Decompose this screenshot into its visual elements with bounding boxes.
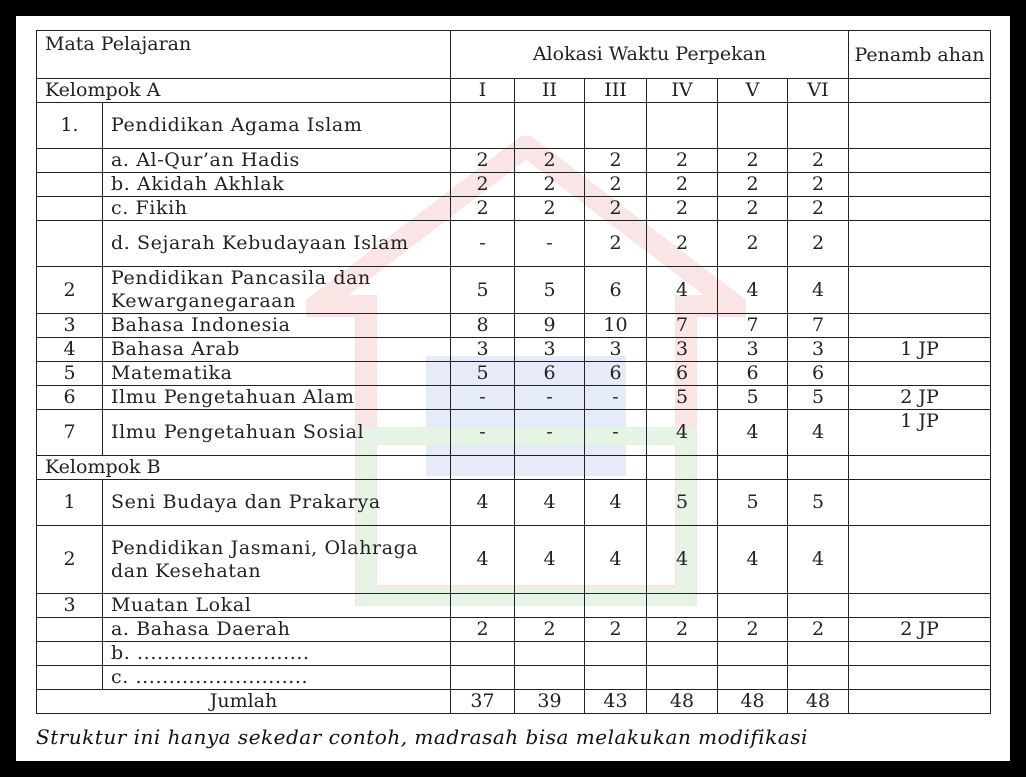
hours-cell: 2 — [451, 618, 515, 642]
row-number: 2 — [37, 526, 103, 594]
hours-cell: 2 — [718, 197, 788, 221]
hours-cell: - — [585, 410, 647, 456]
extra-cell — [849, 173, 991, 197]
subject-name: Matematika — [103, 362, 451, 386]
hours-cell: 4 — [788, 267, 849, 314]
hours-cell: 6 — [515, 362, 585, 386]
table-row — [37, 338, 991, 362]
hours-cell: 6 — [647, 362, 718, 386]
hours-cell — [788, 666, 849, 690]
hours-cell: - — [515, 221, 585, 267]
empty-cell — [718, 456, 788, 480]
hours-cell: 5 — [451, 362, 515, 386]
hours-cell — [515, 642, 585, 666]
group_a-title: Kelompok A — [37, 79, 451, 103]
hours-cell: 4 — [718, 267, 788, 314]
hours-cell — [647, 642, 718, 666]
extra-cell — [849, 197, 991, 221]
extra-cell — [849, 480, 991, 526]
hours-cell — [515, 103, 585, 149]
hours-cell: - — [515, 386, 585, 410]
extra-cell — [849, 666, 991, 690]
hours-cell: 2 — [718, 618, 788, 642]
hours-cell — [585, 103, 647, 149]
hours-cell: 2 — [788, 149, 849, 173]
hours-cell: - — [451, 410, 515, 456]
table-row — [37, 173, 991, 197]
hours-cell — [451, 103, 515, 149]
allocation-header: Alokasi Waktu Perpekan — [451, 31, 849, 79]
hours-cell: 5 — [718, 386, 788, 410]
hours-cell: 4 — [515, 480, 585, 526]
hours-cell: 2 — [451, 149, 515, 173]
hours-cell: 6 — [585, 362, 647, 386]
hours-cell: 5 — [647, 480, 718, 526]
subject-name: Muatan Lokal — [103, 594, 451, 618]
hours-cell — [647, 666, 718, 690]
table-row — [37, 666, 991, 690]
hours-cell: - — [451, 386, 515, 410]
hours-cell — [788, 594, 849, 618]
grade-header: VI — [788, 79, 849, 103]
hours-cell: 8 — [451, 314, 515, 338]
row-number: 1. — [37, 103, 103, 149]
hours-cell: 2 — [515, 197, 585, 221]
empty-cell — [647, 456, 718, 480]
row-number: 3 — [37, 314, 103, 338]
hours-cell: - — [585, 386, 647, 410]
grade-header: V — [718, 79, 788, 103]
hours-cell: 5 — [718, 480, 788, 526]
subject-header: Mata Pelajaran — [37, 31, 451, 79]
group_a-title-row — [37, 79, 991, 103]
table-row — [37, 221, 991, 267]
hours-cell: 4 — [451, 526, 515, 594]
row-number — [37, 642, 103, 666]
row-number — [37, 197, 103, 221]
subject-name: a. Bahasa Daerah — [103, 618, 451, 642]
table-row — [37, 314, 991, 338]
subject-name: a. Al-Qur’an Hadis — [103, 149, 451, 173]
empty-cell — [788, 456, 849, 480]
row-number: 4 — [37, 338, 103, 362]
row-number — [37, 173, 103, 197]
hours-cell — [585, 594, 647, 618]
subject-name: d. Sejarah Kebudayaan Islam — [103, 221, 451, 267]
table-row — [37, 410, 991, 456]
hours-cell: 4 — [647, 410, 718, 456]
hours-cell: 2 — [515, 173, 585, 197]
subject-name: Bahasa Indonesia — [103, 314, 451, 338]
hours-cell: 2 — [515, 618, 585, 642]
row-number: 6 — [37, 386, 103, 410]
subject-name: Pendidikan Agama Islam — [103, 103, 451, 149]
hours-cell — [451, 594, 515, 618]
hours-cell — [585, 666, 647, 690]
hours-cell: 5 — [788, 386, 849, 410]
hours-cell: 2 — [647, 618, 718, 642]
hours-cell: - — [515, 410, 585, 456]
grade-header: III — [585, 79, 647, 103]
group_b-title-row — [37, 456, 991, 480]
hours-cell — [788, 642, 849, 666]
extra-cell — [849, 362, 991, 386]
hours-cell: 4 — [585, 480, 647, 526]
hours-cell — [718, 642, 788, 666]
hours-cell: 2 — [788, 197, 849, 221]
cropped-header-strip — [16, 16, 1010, 26]
hours-cell: 2 — [718, 173, 788, 197]
empty-cell — [849, 456, 991, 480]
extra-cell — [849, 526, 991, 594]
extra-cell — [849, 314, 991, 338]
subject-name: b. Akidah Akhlak — [103, 173, 451, 197]
hours-cell: 4 — [718, 526, 788, 594]
extra-cell — [849, 103, 991, 149]
hours-cell: 6 — [585, 267, 647, 314]
subject-name: c. Fikih — [103, 197, 451, 221]
hours-cell: 4 — [647, 526, 718, 594]
header-row — [37, 31, 991, 79]
subject-name: Pendidikan Jasmani, Olahraga dan Kesehatan — [103, 526, 451, 594]
extra-cell: 2 JP — [849, 386, 991, 410]
hours-cell: 2 — [788, 173, 849, 197]
subject-name: c. .......................... — [103, 666, 451, 690]
subject-name: Pendidikan Pancasila dan Kewarganegaraan — [103, 267, 451, 314]
table-row — [37, 618, 991, 642]
table-row — [37, 642, 991, 666]
hours-cell — [718, 103, 788, 149]
hours-cell — [647, 103, 718, 149]
total-row — [37, 690, 991, 714]
table-body — [37, 31, 991, 714]
hours-cell: 2 — [647, 221, 718, 267]
hours-cell: 3 — [451, 338, 515, 362]
hours-cell: 4 — [585, 526, 647, 594]
hours-cell: 2 — [585, 221, 647, 267]
hours-cell: 2 — [647, 149, 718, 173]
hours-cell: 2 — [718, 221, 788, 267]
empty-cell — [515, 456, 585, 480]
hours-cell: 2 — [585, 197, 647, 221]
hours-cell: 2 — [788, 618, 849, 642]
extra-cell — [849, 594, 991, 618]
group_b-title: Kelompok B — [37, 456, 451, 480]
table-row — [37, 480, 991, 526]
hours-cell: 2 — [451, 173, 515, 197]
footnote: Struktur ini hanya sekedar contoh, madrasah bisa melakukan modifikasi — [36, 725, 808, 749]
hours-cell: 5 — [515, 267, 585, 314]
extra-cell — [849, 221, 991, 267]
hours-cell: 2 — [451, 197, 515, 221]
extra-header: Penamb ahan — [849, 31, 991, 79]
hours-cell — [515, 594, 585, 618]
table-row — [37, 362, 991, 386]
total-value: 48 — [718, 690, 788, 714]
total-value: 48 — [788, 690, 849, 714]
hours-cell: 2 — [647, 197, 718, 221]
hours-cell: 5 — [451, 267, 515, 314]
hours-cell: 2 — [718, 149, 788, 173]
table-row — [37, 103, 991, 149]
extra-cell: 2 JP — [849, 618, 991, 642]
hours-cell: 4 — [451, 480, 515, 526]
hours-cell: 3 — [585, 338, 647, 362]
hours-cell: 6 — [788, 362, 849, 386]
document-frame — [14, 14, 1012, 763]
hours-cell: 7 — [718, 314, 788, 338]
empty-cell — [849, 690, 991, 714]
row-number — [37, 149, 103, 173]
hours-cell: 2 — [515, 149, 585, 173]
row-number — [37, 666, 103, 690]
subject-name: Ilmu Pengetahuan Alam — [103, 386, 451, 410]
hours-cell: 4 — [788, 410, 849, 456]
empty-cell — [849, 79, 991, 103]
extra-cell — [849, 149, 991, 173]
hours-cell: 2 — [647, 173, 718, 197]
hours-cell: 4 — [647, 267, 718, 314]
subject-name: Seni Budaya dan Prakarya — [103, 480, 451, 526]
table-row — [37, 267, 991, 314]
hours-cell: 3 — [788, 338, 849, 362]
total-value: 43 — [585, 690, 647, 714]
extra-cell: 1 JP — [849, 410, 991, 456]
hours-cell — [718, 666, 788, 690]
hours-cell: 4 — [788, 526, 849, 594]
hours-cell — [451, 642, 515, 666]
curriculum-table — [36, 30, 991, 714]
table-row — [37, 386, 991, 410]
grade-header: IV — [647, 79, 718, 103]
table-row — [37, 594, 991, 618]
extra-cell: 1 JP — [849, 338, 991, 362]
hours-cell: 7 — [647, 314, 718, 338]
grade-header: I — [451, 79, 515, 103]
total-value: 48 — [647, 690, 718, 714]
hours-cell: 5 — [788, 480, 849, 526]
extra-cell — [849, 642, 991, 666]
hours-cell: - — [451, 221, 515, 267]
hours-cell: 3 — [718, 338, 788, 362]
extra-cell — [849, 267, 991, 314]
subject-name: b. .......................... — [103, 642, 451, 666]
hours-cell: 10 — [585, 314, 647, 338]
hours-cell — [788, 103, 849, 149]
empty-cell — [451, 456, 515, 480]
table-row — [37, 526, 991, 594]
hours-cell — [647, 594, 718, 618]
subject-name: Bahasa Arab — [103, 338, 451, 362]
hours-cell: 2 — [585, 173, 647, 197]
row-number — [37, 618, 103, 642]
hours-cell: 3 — [647, 338, 718, 362]
hours-cell: 2 — [788, 221, 849, 267]
hours-cell — [718, 594, 788, 618]
hours-cell — [451, 666, 515, 690]
hours-cell: 4 — [515, 526, 585, 594]
hours-cell: 3 — [515, 338, 585, 362]
hours-cell — [515, 666, 585, 690]
table-row — [37, 149, 991, 173]
row-number: 7 — [37, 410, 103, 456]
hours-cell: 9 — [515, 314, 585, 338]
hours-cell — [585, 642, 647, 666]
row-number — [37, 221, 103, 267]
row-number: 1 — [37, 480, 103, 526]
hours-cell: 7 — [788, 314, 849, 338]
hours-cell: 4 — [718, 410, 788, 456]
row-number: 5 — [37, 362, 103, 386]
total-label: Jumlah — [37, 690, 451, 714]
hours-cell: 5 — [647, 386, 718, 410]
row-number: 2 — [37, 267, 103, 314]
hours-cell: 6 — [718, 362, 788, 386]
hours-cell: 2 — [585, 149, 647, 173]
table-row — [37, 197, 991, 221]
total-value: 37 — [451, 690, 515, 714]
grade-header: II — [515, 79, 585, 103]
total-value: 39 — [515, 690, 585, 714]
hours-cell: 2 — [585, 618, 647, 642]
row-number: 3 — [37, 594, 103, 618]
subject-name: Ilmu Pengetahuan Sosial — [103, 410, 451, 456]
empty-cell — [585, 456, 647, 480]
